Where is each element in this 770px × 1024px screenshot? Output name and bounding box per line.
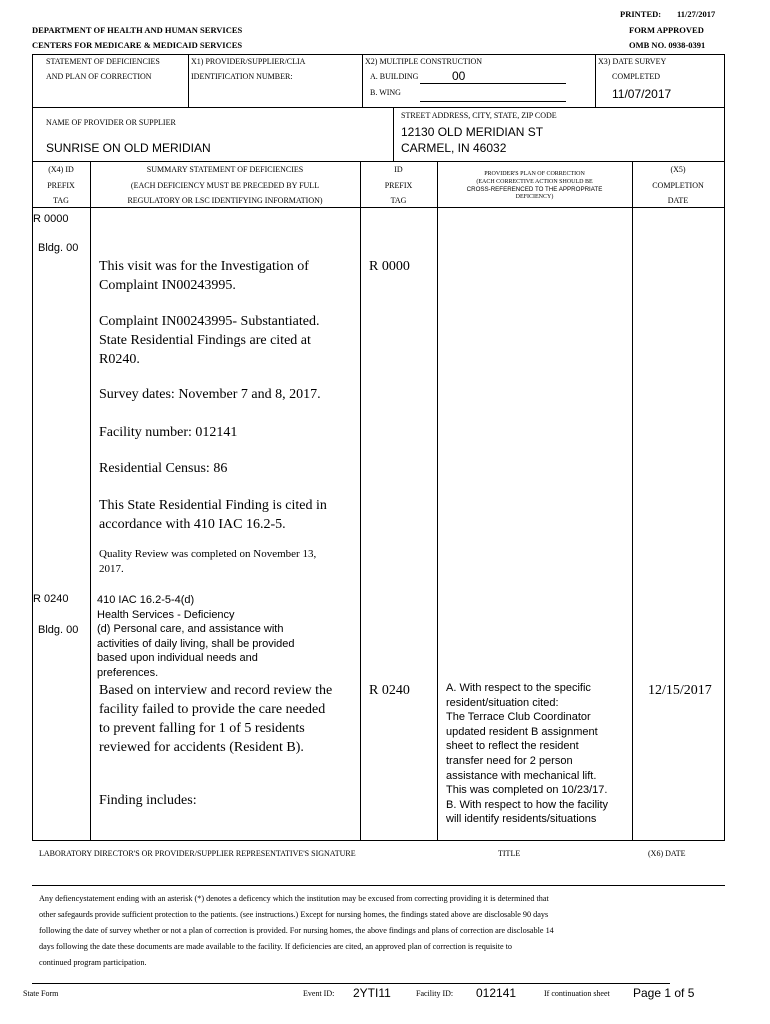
underline xyxy=(420,101,566,102)
rule xyxy=(32,983,670,984)
rule xyxy=(90,161,91,840)
rule xyxy=(32,54,724,55)
plan-header: PROVIDER'S PLAN OF CORRECTION xyxy=(484,171,585,177)
rule xyxy=(32,107,724,108)
completion-date: 12/15/2017 xyxy=(648,683,712,698)
omb-number: OMB NO. 0938-0391 xyxy=(629,40,706,50)
plan-label: AND PLAN OF CORRECTION xyxy=(46,72,152,81)
survey-dates: Survey dates: November 7 and 8, 2017. xyxy=(99,387,321,402)
rule xyxy=(188,54,189,107)
id-tag-header: TAG xyxy=(390,196,407,205)
department-title: DEPARTMENT OF HEALTH AND HUMAN SERVICES xyxy=(32,25,243,35)
event-id-value: 2YTI11 xyxy=(353,986,391,1000)
facility-number: Facility number: 012141 xyxy=(99,425,238,440)
disclaimer-text: Any defiencystatement ending with an asterisk (*) denotes a deficency which the institution may be excused from correcting providing it is determined that other safegaurds provide sufficient protection to the patients. (see instructions.) Except for nursing homes, the findings stated above are disclosable 90 days following the date of survey whether or not a plan of correction is provided. For nursing homes, the above findings and plans of correction are disclosable 14 days following the date these documents are made available to the facility. If deficiencies are cited, an approved plan of correction is requisite to continued program participation. xyxy=(39,894,554,967)
statement-label: STATEMENT OF DEFICIENCIES xyxy=(46,57,160,66)
street-address: 12130 OLD MERIDIAN ST xyxy=(401,125,544,139)
rule xyxy=(362,54,363,107)
plan-header-4: DEFICIENCY) xyxy=(515,194,554,200)
director-signature-label: LABORATORY DIRECTOR'S OR PROVIDER/SUPPLIER REPRESENTATIVE'S SIGNATURE xyxy=(39,849,356,858)
rule xyxy=(724,54,725,840)
interview-paragraph: Based on interview and record review the facility failed to provide the care needed to prevent falling for 1 of 5 residents reviewed for accidents (Resident B). xyxy=(99,683,333,755)
x4-prefix-header: PREFIX xyxy=(47,181,75,190)
rule xyxy=(632,161,633,840)
continuation-label: If continuation sheet xyxy=(544,989,610,998)
finding-includes: Finding includes: xyxy=(99,793,197,808)
city-state-zip: CARMEL, IN 46032 xyxy=(401,141,507,155)
regulation-text: 410 IAC 16.2-5-4(d) Health Services - Deficiency (d) Personal care, and assistance with activities of daily living, shall be provided based upon individual needs and preferences. xyxy=(97,594,295,679)
rule xyxy=(437,161,438,840)
building-label: A. BUILDING xyxy=(370,72,419,81)
rule xyxy=(32,161,724,162)
provider-name: SUNRISE ON OLD MERIDIAN xyxy=(46,141,211,155)
rule xyxy=(393,107,394,161)
completed-label: COMPLETED xyxy=(612,72,660,81)
form-approved: FORM APPROVED xyxy=(629,25,704,35)
completion-header: COMPLETION xyxy=(652,181,704,190)
building-value: 00 xyxy=(452,69,466,83)
rule xyxy=(32,207,724,208)
centers-title: CENTERS FOR MEDICARE & MEDICAID SERVICES xyxy=(32,40,243,50)
event-id-label: Event ID: xyxy=(303,989,335,998)
rule xyxy=(32,840,725,841)
title-label: TITLE xyxy=(498,849,521,858)
date-header: DATE xyxy=(667,196,689,205)
id-tag-r0000: R 0000 xyxy=(369,259,410,274)
residential-census: Residential Census: 86 xyxy=(99,461,228,476)
survey-completed-date: 11/07/2017 xyxy=(612,87,672,101)
rule xyxy=(32,885,725,886)
plan-header-2: (EACH CORRECTIVE ACTION SHOULD BE xyxy=(476,179,593,185)
x4-tag-header: TAG xyxy=(53,196,69,205)
x5-header: (X5) xyxy=(670,165,686,174)
id-tag-r0240: R 0240 xyxy=(369,683,410,698)
rule xyxy=(360,161,361,840)
underline xyxy=(420,83,566,84)
x3-label: X3) DATE SURVEY xyxy=(598,57,667,66)
x1-label: X1) PROVIDER/SUPPLIER/CLIA xyxy=(191,57,306,66)
provider-name-label: NAME OF PROVIDER OR SUPPLIER xyxy=(46,118,176,127)
x4-id-header: (X4) ID xyxy=(48,165,74,174)
plan-header-3: CROSS-REFERENCED TO THE APPROPRIATE xyxy=(466,186,603,193)
facility-id-value: 012141 xyxy=(476,986,517,1000)
rule xyxy=(595,54,596,107)
id-header: ID xyxy=(394,165,403,174)
prefix-tag-r0000: R 0000 xyxy=(33,213,69,225)
visit-paragraph: This visit was for the Investigation of Complaint IN00243995. xyxy=(99,259,309,293)
building-tag-2: Bldg. 00 xyxy=(38,624,79,636)
plan-of-correction-text: A. With respect to the specific resident/situation cited: The Terrace Club Coordinator updated resident B assignment sheet to reflect the resident transfer need for 2 person assistance with mechanical lift. This was completed on 10/23/17. B. With respect to how the facility will identify residents/situations xyxy=(446,682,609,826)
complaint-paragraph: Complaint IN00243995- Substantiated. State Residential Findings are cited at R0240. xyxy=(99,314,320,367)
x2-label: X2) MULTIPLE CONSTRUCTION xyxy=(365,57,483,66)
summary-header-3: REGULATORY OR LSC IDENTIFYING INFORMATION) xyxy=(127,196,323,205)
x6-date-label: (X6) DATE xyxy=(648,849,686,858)
printed-label: PRINTED: xyxy=(620,9,662,19)
id-number-label: IDENTIFICATION NUMBER: xyxy=(191,72,293,81)
summary-header: SUMMARY STATEMENT OF DEFICIENCIES xyxy=(146,165,304,174)
summary-header-2: (EACH DEFICIENCY MUST BE PRECEDED BY FULL xyxy=(130,181,320,190)
prefix-tag-r0240: R 0240 xyxy=(33,593,69,605)
printed-date: 11/27/2017 xyxy=(677,9,716,19)
building-tag-1: Bldg. 00 xyxy=(38,242,79,254)
state-form-label: State Form xyxy=(23,989,59,998)
page-number: Page 1 of 5 xyxy=(633,986,695,1000)
facility-id-label: Facility ID: xyxy=(416,989,454,998)
finding-paragraph: This State Residential Finding is cited in accordance with 410 IAC 16.2-5. xyxy=(99,498,327,532)
quality-review: Quality Review was completed on November 13, 2017. xyxy=(99,548,317,575)
wing-label: B. WING xyxy=(370,88,401,97)
street-address-label: STREET ADDRESS, CITY, STATE, ZIP CODE xyxy=(401,111,557,120)
id-prefix-header: PREFIX xyxy=(384,181,413,190)
